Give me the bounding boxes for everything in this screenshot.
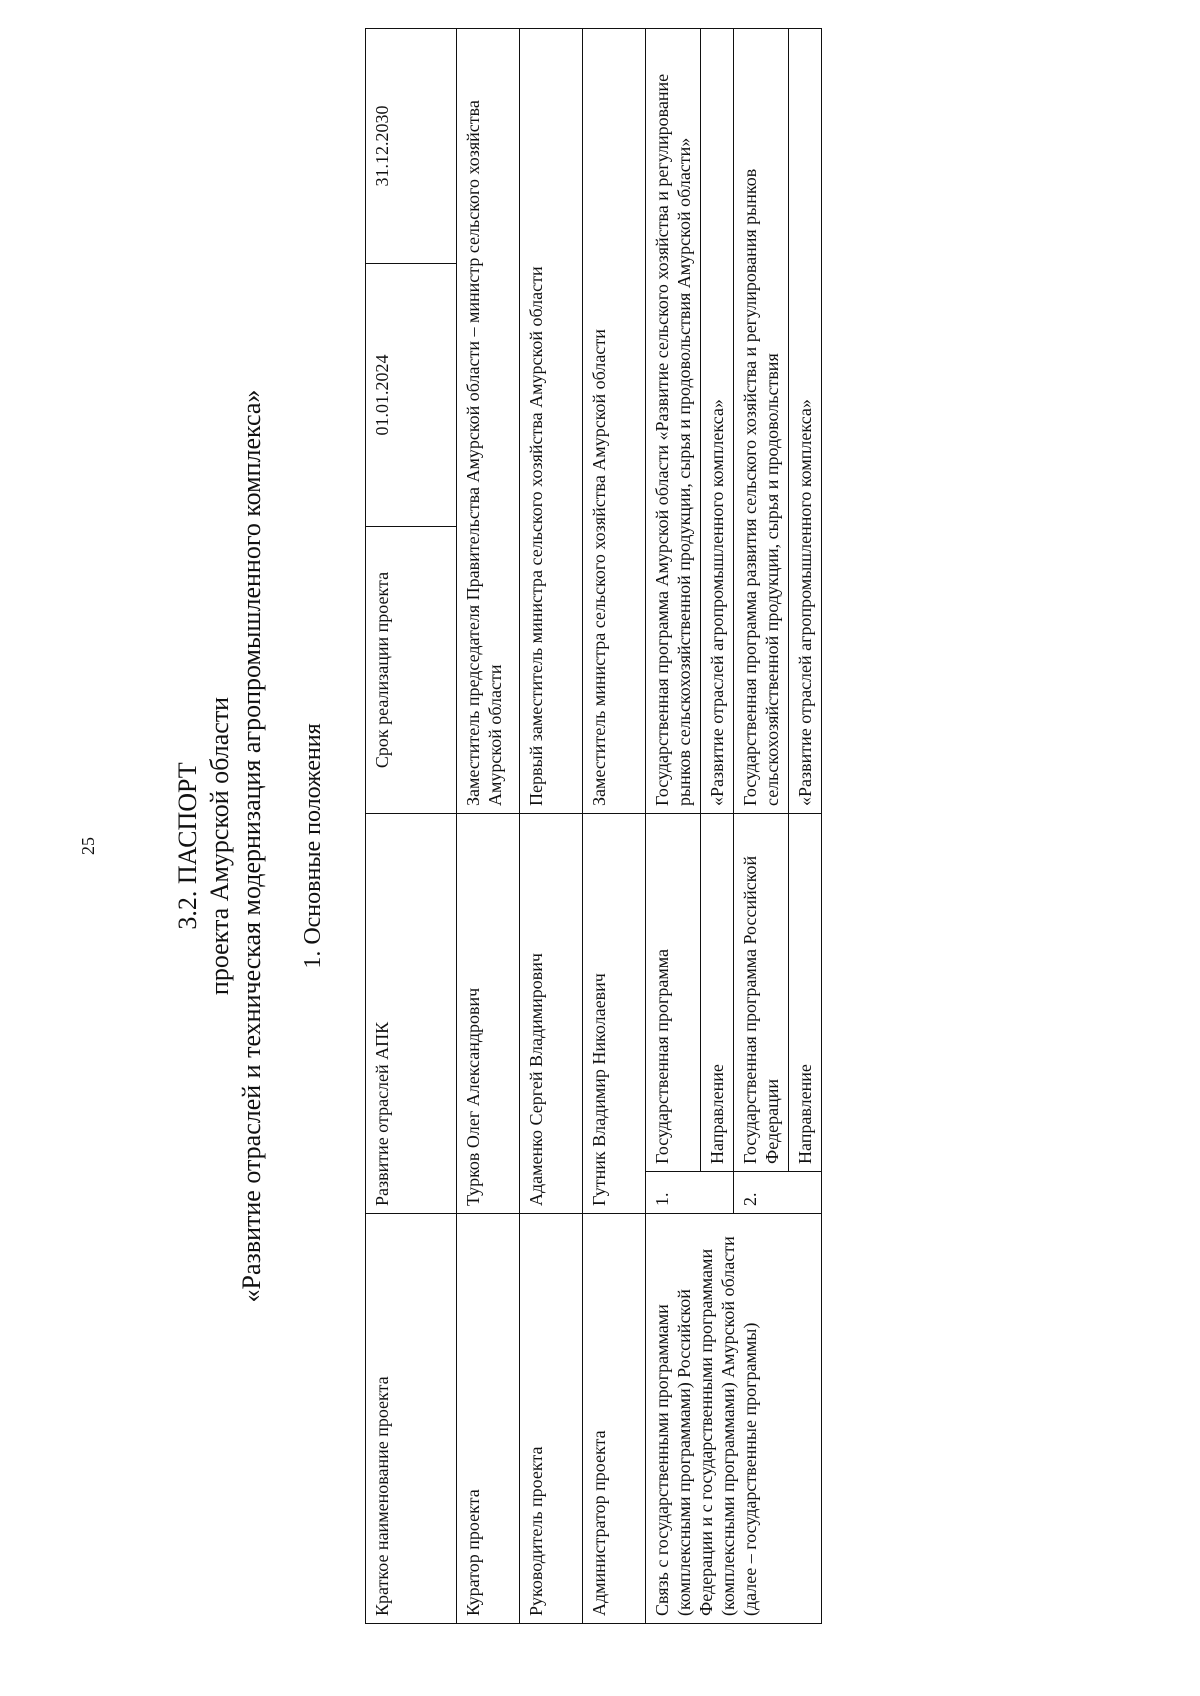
curator-position: Заместитель председателя Правительства Амурской области – министр сельского хозяйства Амурской области [457,29,520,814]
direction-1-value: «Развитие отраслей агропромышленного комплекса» [701,29,734,814]
short-name-value: Развитие отраслей АПК [366,814,457,1214]
passport-table [365,28,822,1624]
term-start: 01.01.2024 [366,264,457,527]
admin-label: Администратор проекта [583,1214,646,1624]
head-position: Первый заместитель министра сельского хозяйства Амурской области [520,29,583,814]
title-line-1: 3.2. ПАСПОРТ [173,762,202,930]
short-name-label: Краткое наименование проекта [366,1214,457,1624]
table-row-short-name [366,29,457,1624]
document-title [172,246,268,1446]
section-title: 1. Основные положения [300,723,326,969]
program-2-label: Государственная программа Российской Федерации [734,814,789,1172]
table-row-admin [583,29,646,1624]
page-number: 25 [78,837,98,855]
program-2-value: Государственная программа развития сельского хозяйства и регулирования рынков сельскохозяйственной продукции, сырья и продовольствия [734,29,789,814]
direction-2-value: «Развитие отраслей агропромышленного комплекса» [789,29,822,814]
head-label: Руководитель проекта [520,1214,583,1624]
admin-name: Гутник Владимир Николаевич [583,814,646,1214]
term-label: Срок реализации проекта [366,527,457,814]
program-1-value: Государственная программа Амурской области «Развитие сельского хозяйства и регулирование рынков сельскохозяйственной продукции, сырья и продовольствия Амурской области» [646,29,701,814]
links-label: Связь с государственными программами (комплексными программами) Российской Федерации и с государственными программами (комплексными программами) Амурской области (далее – государственные программы) [646,1214,822,1624]
program-1-number: 1. [646,1172,734,1214]
title-line-2: проекта Амурской области [205,696,234,996]
title-line-3: «Развитие отраслей и техническая модернизация агропромышленного комплекса» [237,389,266,1303]
program-2-number: 2. [734,1172,822,1214]
table-row-curator [457,29,520,1624]
table-row-head [520,29,583,1624]
table-row-program-1 [646,29,701,1624]
curator-label: Куратор проекта [457,1214,520,1624]
admin-position: Заместитель министра сельского хозяйства Амурской области [583,29,646,814]
term-end: 31.12.2030 [366,29,457,264]
head-name: Адаменко Сергей Владимирович [520,814,583,1214]
direction-1-label: Направление [701,814,734,1172]
program-1-label: Государственная программа [646,814,701,1172]
direction-2-label: Направление [789,814,822,1172]
curator-name: Турков Олег Александрович [457,814,520,1214]
